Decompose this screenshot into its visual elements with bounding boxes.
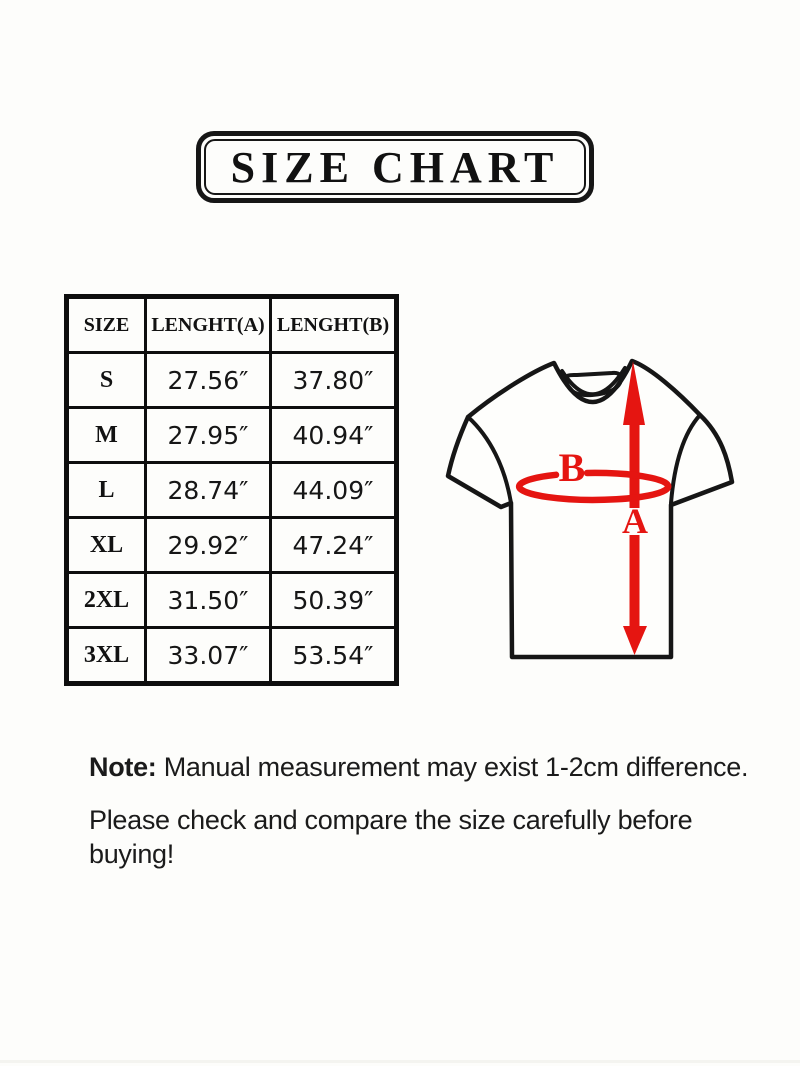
table-row (67, 353, 397, 408)
size-cell: 2XL (67, 573, 146, 628)
length-b-cell: 47.24″ (271, 518, 397, 573)
page-title: SIZE CHART (230, 142, 560, 192)
length-b-cell: 53.54″ (271, 628, 397, 684)
label-b: B (558, 445, 586, 490)
length-a-cell: 28.74″ (146, 463, 271, 518)
length-b-cell: 40.94″ (271, 408, 397, 463)
column-header-size: SIZE (67, 297, 146, 353)
tshirt-measurement-diagram (435, 335, 775, 695)
size-chart-title-inner-border (204, 139, 586, 195)
size-table (64, 294, 399, 686)
size-cell: XL (67, 518, 146, 573)
note-label: Note: (89, 752, 157, 782)
column-header-length-a: LENGHT(A) (146, 297, 271, 353)
table-header-row (67, 297, 397, 353)
note-line-2-text: Please check and compare the size carefully before buying! (89, 805, 693, 869)
label-a: A (622, 501, 648, 541)
length-b-cell: 37.80″ (271, 353, 397, 408)
table-row (67, 628, 397, 684)
size-cell: L (67, 463, 146, 518)
length-b-cell: 50.39″ (271, 573, 397, 628)
size-cell: 3XL (67, 628, 146, 684)
table-row (67, 463, 397, 518)
tshirt-outline (448, 361, 732, 657)
length-a-cell: 29.92″ (146, 518, 271, 573)
size-cell: S (67, 353, 146, 408)
length-b-cell: 44.09″ (271, 463, 397, 518)
arrow-a-shaft-lower (630, 535, 640, 630)
length-a-cell: 31.50″ (146, 573, 271, 628)
column-header-length-b: LENGHT(B) (271, 297, 397, 353)
table-row (67, 408, 397, 463)
length-a-cell: 27.56″ (146, 353, 271, 408)
size-chart-title-box (196, 131, 594, 203)
size-cell: M (67, 408, 146, 463)
note (89, 750, 769, 890)
note-line-1-text: Manual measurement may exist 1-2cm difference. (163, 752, 749, 782)
note-line-1 (89, 750, 769, 784)
table-row (67, 573, 397, 628)
note-line-2 (89, 803, 769, 871)
bottom-edge-line (0, 1060, 800, 1063)
length-a-cell: 27.95″ (146, 408, 271, 463)
length-a-cell: 33.07″ (146, 628, 271, 684)
table-row (67, 518, 397, 573)
